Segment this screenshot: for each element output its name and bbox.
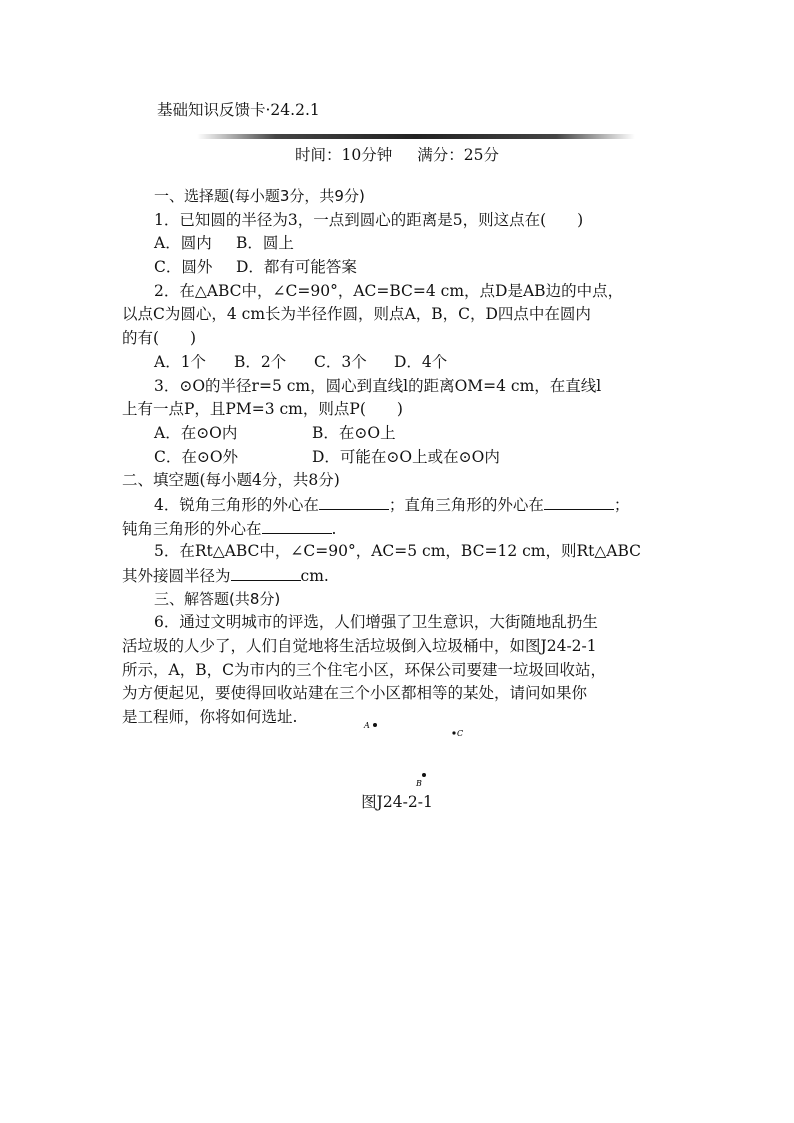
q2-option-b: B．2个 xyxy=(234,352,287,371)
question-1-options-row2 xyxy=(122,256,674,280)
section-title-solve: 三、解答题(共8分) xyxy=(154,589,281,608)
q1-option-c: C．圆外 xyxy=(154,258,213,277)
question-2-stem-line3: 的有( ) xyxy=(122,329,197,348)
question-5-line1: 5．在Rt△ABC中，∠C=90°，AC=5 cm，BC=12 cm，则Rt△ABC xyxy=(154,542,642,561)
question-5-line2 xyxy=(122,564,674,588)
point-b-label: B xyxy=(416,779,422,788)
q4-text-3: ； xyxy=(613,495,630,514)
question-4-line1 xyxy=(122,493,674,517)
q1-option-d: D．都有可能答案 xyxy=(236,258,357,277)
question-2-stem-line2: 以点C为圆心，4 cm长为半径作圆，则点A，B，C，D四点中在圆内 xyxy=(122,305,591,324)
q3-option-c: C．在⊙O外 xyxy=(154,447,239,466)
point-c-dot xyxy=(452,731,455,734)
question-2-stem-line1: 2．在△ABC中，∠C=90°，AC=BC=4 cm，点D是AB边的中点， xyxy=(154,281,624,300)
q1-option-a: A．圆内 xyxy=(154,234,212,253)
q1-option-b: B．圆上 xyxy=(236,234,294,253)
question-6-line5: 是工程师，你将如何选址. xyxy=(122,708,298,727)
q3-option-d: D．可能在⊙O上或在⊙O内 xyxy=(312,447,500,466)
question-1-options-row1 xyxy=(122,232,674,256)
question-4-line2 xyxy=(122,517,674,541)
page-title: 基础知识反馈卡·24.2.1 xyxy=(157,101,320,119)
figure-caption: 图J24-2-1 xyxy=(361,793,433,811)
point-b-dot xyxy=(422,773,426,777)
q4-answer-blank-1 xyxy=(319,493,389,510)
title-divider xyxy=(197,134,635,139)
q4-answer-blank-2 xyxy=(544,493,614,510)
q5-text-1: 其外接圆半径为 xyxy=(122,567,231,585)
point-a-label: A xyxy=(364,721,370,730)
q2-option-d: D．4个 xyxy=(394,352,448,371)
q2-option-a: A．1个 xyxy=(154,352,207,371)
question-3-stem-line1: 3．⊙O的半径r=5 cm，圆心到直线l的距离OM=4 cm，在直线l xyxy=(154,376,602,395)
question-3-options-row1 xyxy=(122,422,674,446)
time-limit: 时间：10分钟 xyxy=(295,146,393,164)
question-6-line2: 活垃圾的人少了，人们自觉地将生活垃圾倒入垃圾桶中，如图J24-2-1 xyxy=(122,637,597,656)
residential-points-figure xyxy=(350,715,490,790)
q4-text-5: . xyxy=(331,519,337,538)
question-6-line1: 6．通过文明城市的评选，人们增强了卫生意识，大街随地乱扔生 xyxy=(154,613,598,632)
question-6-line4: 为方便起见，要使得回收站建在三个小区都相等的某处，请问如果你 xyxy=(122,684,588,703)
question-2-options xyxy=(122,351,674,375)
q4-answer-blank-3 xyxy=(262,517,332,534)
q4-text-4: 钝角三角形的外心在 xyxy=(122,519,262,538)
q5-text-2: cm. xyxy=(300,567,329,585)
q2-option-c: C．3个 xyxy=(314,352,367,371)
section-title-choice: 一、选择题(每小题3分，共9分) xyxy=(154,187,365,205)
q5-answer-blank xyxy=(231,564,301,581)
point-a-dot xyxy=(373,723,377,727)
question-3-stem-line2: 上有一点P，且PM=3 cm，则点P( ) xyxy=(122,400,403,419)
exam-meta xyxy=(0,143,794,165)
point-c-label: C xyxy=(457,729,464,738)
q4-text-2: ；直角三角形的外心在 xyxy=(388,495,544,514)
section-title-fill: 二、填空题(每小题4分，共8分) xyxy=(122,471,340,490)
full-score: 满分：25分 xyxy=(417,146,499,164)
question-3-options-row2 xyxy=(122,446,674,470)
question-content xyxy=(122,185,674,730)
question-6-line3: 所示，A，B，C为市内的三个住宅小区，环保公司要建一垃圾回收站， xyxy=(122,660,606,679)
q3-option-a: A．在⊙O内 xyxy=(154,423,238,442)
q4-text-1: 4．锐角三角形的外心在 xyxy=(154,495,319,514)
question-1-stem: 1．已知圆的半径为3，一点到圆心的距离是5，则这点在( ) xyxy=(154,210,584,229)
q3-option-b: B．在⊙O上 xyxy=(312,423,396,442)
